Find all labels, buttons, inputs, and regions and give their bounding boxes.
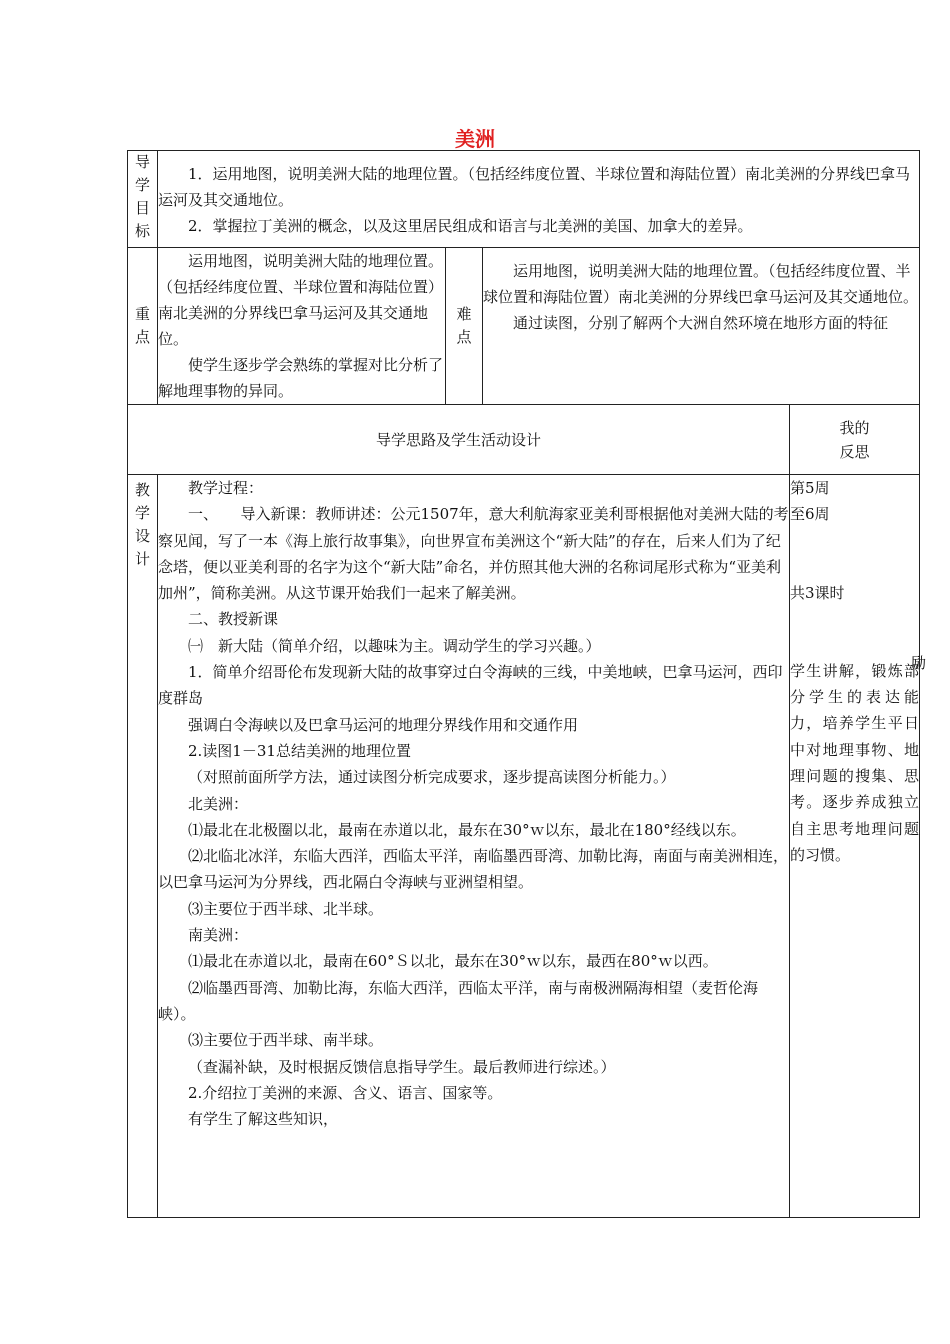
difficult-points-content bbox=[483, 248, 920, 405]
document-title: 美洲 bbox=[455, 127, 495, 151]
teaching-paragraph: ⑵临墨西哥湾、加勒比海，东临大西洋，西临太平洋，南与南极洲隔海相望（麦哲伦海峡）。 bbox=[158, 978, 759, 1023]
reflection-content bbox=[790, 475, 920, 1218]
teaching-paragraph: ㈠ 新大陆（简单介绍，以趣味为主。调动学生的学习兴趣。） bbox=[188, 636, 601, 655]
lesson-plan-table bbox=[127, 150, 920, 1218]
teaching-paragraph: 强调白令海峡以及巴拿马运河的地理分界线作用和交通作用 bbox=[188, 715, 579, 734]
teaching-paragraph: （对照前面所学方法，通过读图分析完成要求，逐步提高读图分析能力。） bbox=[188, 768, 676, 787]
teaching-paragraph: （查漏补缺，及时根据反馈信息指导学生。最后教师进行综述。） bbox=[188, 1057, 616, 1076]
reflection-header: 我的 反思 bbox=[790, 405, 920, 475]
objective-item: 1．运用地图，说明美洲大陆的地理位置。（包括经纬度位置、半球位置和海陆位置）南北美洲的分界线巴拿马运河及其交通地位。 bbox=[158, 165, 911, 209]
design-header-main: 导学思路及学生活动设计 bbox=[128, 405, 790, 475]
points-row bbox=[128, 248, 920, 405]
teaching-paragraph: 北美洲： bbox=[188, 794, 249, 813]
objectives-label: 导 学 目 标 bbox=[128, 151, 158, 248]
teaching-paragraph: 2.读图1－31总结美洲的地理位置 bbox=[188, 741, 411, 760]
teaching-paragraph: 二、教授新课 bbox=[188, 610, 279, 629]
teaching-paragraph: 2.介绍拉丁美洲的来源、含义、语言、国家等。 bbox=[188, 1083, 503, 1102]
key-point-paragraph: 运用地图，说明美洲大陆的地理位置。（包括经纬度位置、半球位置和海陆位置）南北美洲的分界线巴拿马运河及其交通地位。 bbox=[158, 252, 444, 348]
teaching-paragraph: ⑶主要位于西半球、北半球。 bbox=[188, 899, 384, 918]
teaching-paragraph: 一、 导入新课：教师讲述：公元1507年，意大利航海家亚美利哥根据他对美洲大陆的考察见闻，写了一本《海上旅行故事集》，向世界宣布美洲这个“新大陆”的存在，后来人们为了纪念塔，便以亚美利哥的名字为这个“新大陆”命名，并仿照其他大洲的名称词尾形式称为“亚美利加州”，简称美洲。从这节课开始我们一起来了解美洲。 bbox=[158, 505, 789, 603]
reflection-note: 学生讲解，锻炼部分学生的表达能力，培养学生平日中对地理事物、地理问题的搜集、思考。逐步养成独立自主思考地理问题的习惯。 bbox=[790, 661, 919, 864]
teaching-process bbox=[158, 475, 790, 1218]
objectives-row bbox=[128, 151, 920, 248]
teaching-paragraph: 1．简单介绍哥伦布发现新大陆的故事穿过白令海峡的三线，中美地峡，巴拿马运河，西印度群岛 bbox=[158, 663, 783, 708]
teaching-paragraph: 教学过程： bbox=[188, 479, 264, 497]
teaching-design-row bbox=[128, 475, 920, 1218]
teaching-design-label: 教 学 设 计 bbox=[128, 475, 158, 1218]
design-header-row bbox=[128, 405, 920, 475]
teaching-paragraph: ⑴最北在北极圈以北，最南在赤道以北，最东在30°ｗ以东，最北在180°经线以东。 bbox=[188, 820, 746, 839]
objective-item: 2．掌握拉丁美洲的概念，以及这里居民组成和语言与北美洲的美国、加拿大的差异。 bbox=[188, 217, 753, 235]
teaching-paragraph: 南美洲： bbox=[188, 926, 249, 945]
week-range-end: 至6周 bbox=[790, 505, 830, 524]
class-hours: 共3课时 bbox=[790, 583, 845, 602]
teaching-paragraph: ⑵北临北冰洋，东临大西洋，西临太平洋，南临墨西哥湾、加勒比海，南面与南美洲相连，以巴拿马运河为分界线，西北隔白令海峡与亚洲望相望。 bbox=[158, 847, 789, 892]
key-points-content bbox=[158, 248, 446, 405]
teaching-paragraph: ⑶主要位于西半球、南半球。 bbox=[188, 1031, 384, 1050]
difficult-points-label: 难 点 bbox=[446, 248, 483, 405]
teaching-paragraph: 有学生了解这些知识， bbox=[188, 1110, 339, 1129]
teaching-paragraph: ⑴最北在赤道以北，最南在60°Ｓ以北，最东在30°ｗ以东，最西在80°ｗ以西。 bbox=[188, 952, 718, 971]
difficult-point-paragraph: 运用地图，说明美洲大陆的地理位置。（包括经纬度位置、半球位置和海陆位置）南北美洲的分界线巴拿马运河及其交通地位。 bbox=[483, 262, 919, 306]
difficult-point-paragraph: 通过读图，分别了解两个大洲自然环境在地形方面的特征 bbox=[513, 314, 889, 332]
week-range: 第5周 bbox=[790, 479, 830, 497]
objectives-content bbox=[158, 151, 920, 248]
stray-character: 励 bbox=[911, 654, 927, 672]
key-point-paragraph: 使学生逐步学会熟练的掌握对比分析了解地理事物的异同。 bbox=[158, 356, 444, 400]
key-points-label: 重 点 bbox=[128, 248, 158, 405]
